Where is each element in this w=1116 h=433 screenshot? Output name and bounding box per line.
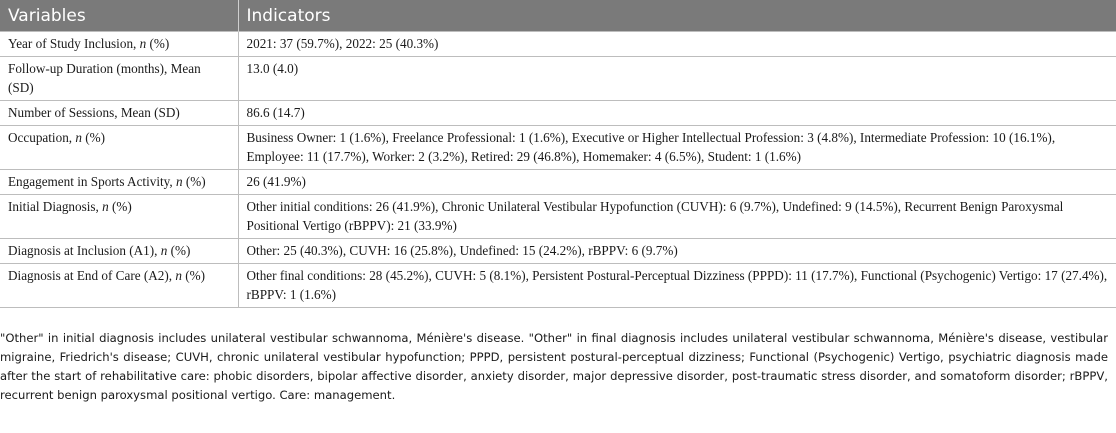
table-footnote: "Other" in initial diagnosis includes unilateral vestibular schwannoma, Ménière's disease. "Other" in final diagnosis includes unilateral vestibular schwannoma, Ménière's disease, vestibular migraine, Friedrich's disease; CUVH, chronic unilateral vestibular hypofunction; PPPD, persistent postural-perceptual dizziness; Functional (Psychogenic) Vertigo, psychiatric diagnosis made after the start of rehabilitative care: phobic disorders, bipolar affective disorder, anxiety disorder, major depressive disorder, post-traumatic stress disorder, and somatoform disorder; rBPPV, recurrent benign paroxysmal positional vertigo. Care: management. [0,331,1108,402]
variable-cell: Follow-up Duration (months), Mean (SD) [0,57,238,101]
variable-cell: Initial Diagnosis, n (%) [0,195,238,239]
table-row [0,101,1116,126]
indicator-cell: Other: 25 (40.3%), CUVH: 16 (25.8%), Undefined: 15 (24.2%), rBPPV: 6 (9.7%) [238,239,1116,264]
indicator-cell: 13.0 (4.0) [238,57,1116,101]
header-indicators: Indicators [238,0,1116,32]
n-symbol: n [139,36,147,51]
variable-cell: Diagnosis at Inclusion (A1), n (%) [0,239,238,264]
table-row [0,57,1116,101]
table-row [0,126,1116,170]
indicator-cell: 86.6 (14.7) [238,101,1116,126]
indicator-cell: Other final conditions: 28 (45.2%), CUVH: 5 (8.1%), Persistent Postural-Perceptual Dizziness (PPPD): 11 (17.7%), Functional (Psychogenic) Vertigo: 17 (27.4%), rBPPV: 1 (1.6%) [238,264,1116,308]
n-symbol: n [176,174,183,189]
n-symbol: n [160,243,168,258]
n-symbol: n [102,199,109,214]
table-row [0,195,1116,239]
indicator-cell: Other initial conditions: 26 (41.9%), Chronic Unilateral Vestibular Hypofunction (CUVH): 6 (9.7%), Undefined: 9 (14.5%), Recurrent Benign Paroxysmal Positional Vertigo (rBPPV): 21 (33.9%) [238,195,1116,239]
indicator-cell: 2021: 37 (59.7%), 2022: 25 (40.3%) [238,32,1116,57]
indicator-cell: 26 (41.9%) [238,170,1116,195]
table-row [0,170,1116,195]
variable-cell: Diagnosis at End of Care (A2), n (%) [0,264,238,308]
variable-cell: Number of Sessions, Mean (SD) [0,101,238,126]
variable-cell: Year of Study Inclusion, n (%) [0,32,238,57]
indicator-cell: Business Owner: 1 (1.6%), Freelance Professional: 1 (1.6%), Executive or Higher Intellectual Profession: 3 (4.8%), Intermediate Profession: 10 (16.1%), Employee: 11 (17.7%), Worker: 2 (3.2%), Retired: 29 (46.8%), Homemaker: 4 (6.5%), Student: 1 (1.6%) [238,126,1116,170]
n-symbol: n [175,268,182,283]
table-row [0,32,1116,57]
variable-cell: Engagement in Sports Activity, n (%) [0,170,238,195]
variable-cell: Occupation, n (%) [0,126,238,170]
table-row [0,239,1116,264]
n-symbol: n [75,130,82,145]
header-row [0,0,1116,32]
header-variables: Variables [0,0,238,32]
table-row [0,264,1116,308]
